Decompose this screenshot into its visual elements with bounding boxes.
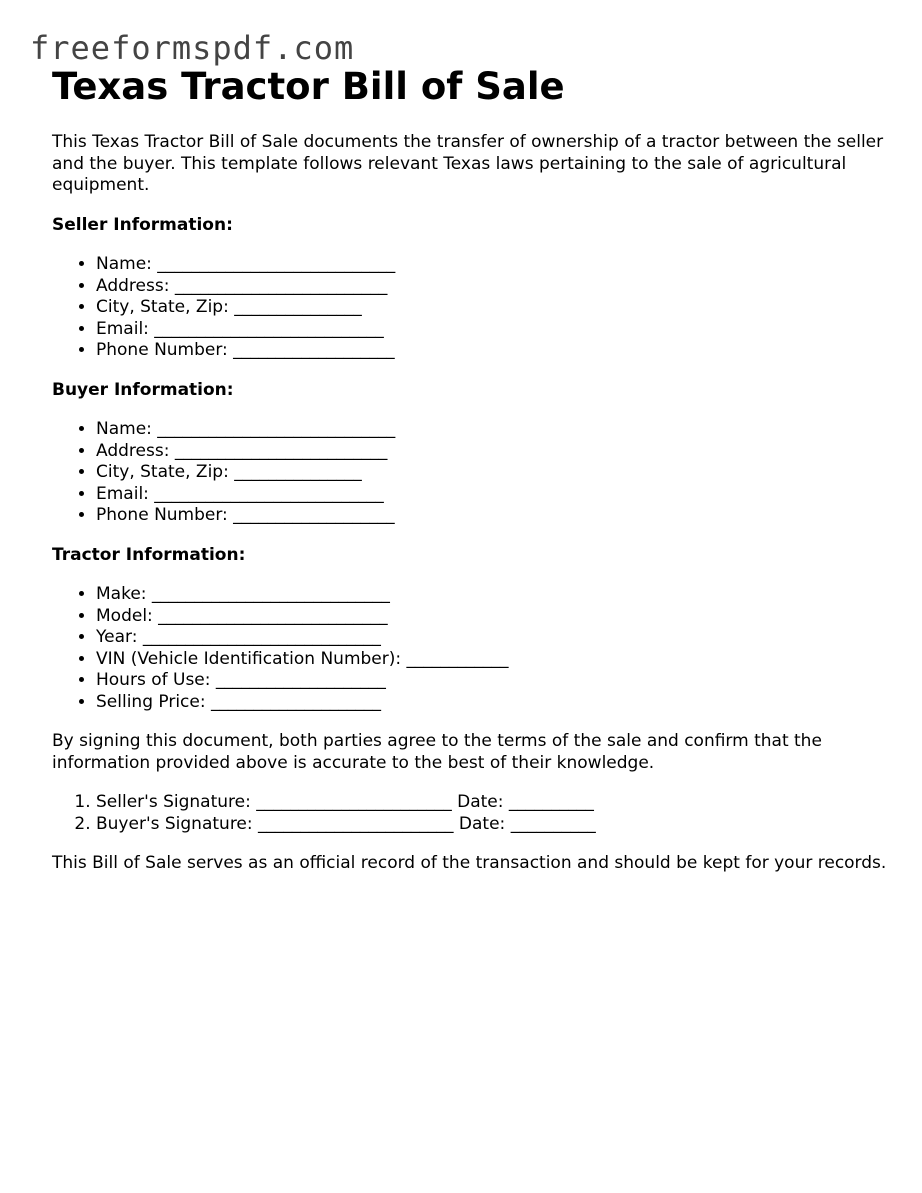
tractor-hours-field: • Hours of Use: ____________________ — [96, 670, 892, 692]
watermark: freeformspdf.com — [30, 29, 355, 67]
tractor-fields-list — [52, 584, 892, 713]
tractor-heading: Tractor Information: — [52, 544, 246, 565]
closing-paragraph: This Bill of Sale serves as an official record of the transaction and should be kept for your records. — [52, 853, 887, 873]
buyer-heading: Buyer Information: — [52, 379, 234, 400]
buyer-name-field: • Name: ____________________________ — [96, 419, 892, 441]
buyer-city-state-zip-field: • City, State, Zip: _______________ — [96, 462, 892, 484]
buyer-signature-line: 2. Buyer's Signature: _______________________ Date: __________ — [96, 814, 892, 836]
seller-city-state-zip-field: • City, State, Zip: _______________ — [96, 297, 892, 319]
buyer-address-field: • Address: _________________________ — [96, 441, 892, 463]
seller-signature-line: 1. Seller's Signature: _______________________ Date: __________ — [96, 792, 892, 814]
agreement-paragraph: By signing this document, both parties agree to the terms of the sale and confirm that the information provided above is accurate to the best of their knowledge. — [52, 731, 822, 773]
seller-phone-field: • Phone Number: ___________________ — [96, 340, 892, 362]
tractor-vin-field: • VIN (Vehicle Identification Number): ____________ — [96, 649, 892, 671]
tractor-model-field: • Model: ___________________________ — [96, 606, 892, 628]
buyer-email-field: • Email: ___________________________ — [96, 484, 892, 506]
buyer-phone-field: • Phone Number: ___________________ — [96, 505, 892, 527]
tractor-make-field: • Make: ____________________________ — [96, 584, 892, 606]
buyer-fields-list — [52, 419, 892, 527]
seller-email-field: • Email: ___________________________ — [96, 319, 892, 341]
seller-address-field: • Address: _________________________ — [96, 276, 892, 298]
document-page — [52, 64, 892, 875]
intro-paragraph: This Texas Tractor Bill of Sale documents the transfer of ownership of a tractor between the seller and the buyer. This template follows relevant Texas laws pertaining to the sale of agricultural equipment. — [52, 132, 884, 195]
seller-fields-list — [52, 254, 892, 362]
tractor-year-field: • Year: ____________________________ — [96, 627, 892, 649]
seller-name-field: • Name: ____________________________ — [96, 254, 892, 276]
signature-list — [52, 792, 892, 835]
tractor-price-field: • Selling Price: ____________________ — [96, 692, 892, 714]
page-title: Texas Tractor Bill of Sale — [52, 65, 565, 108]
seller-heading: Seller Information: — [52, 214, 233, 235]
